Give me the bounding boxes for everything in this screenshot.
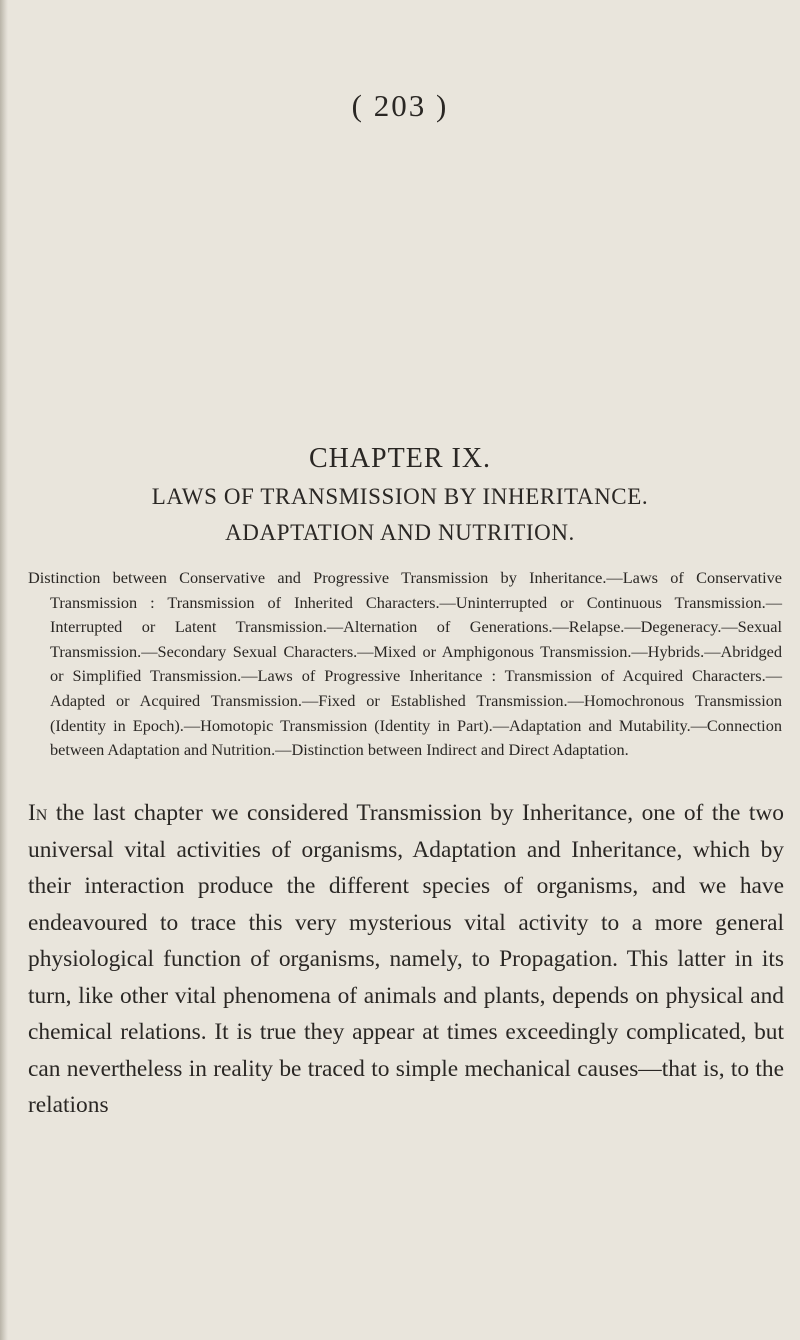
page-number: ( 203 ) xyxy=(351,88,449,123)
book-spine-shadow xyxy=(0,0,8,1340)
body-paragraph xyxy=(28,795,784,1124)
chapter-title-line-2: ADAPTATION AND NUTRITION. xyxy=(225,520,575,545)
body-paragraph-text: the last chapter we considered Transmission by Inheritance, one of the two universal vital activities of organisms, Adaptation and Inheritance, which by their interaction produce the different species of organisms, and we have endeavoured to trace this very mysterious vital activity to a more general physiological function of organisms, namely, to Propagation. This latter in its turn, like other vital phenomena of animals and plants, depends on physical and chemical relations. It is true they appear at times exceedingly complicated, but can nevertheless in reality be traced to simple mechanical causes—that is, to the relations xyxy=(28,800,784,1118)
chapter-synopsis: Distinction between Conservative and Progressive Transmission by Inheritance.—Laws of Conservative Transmission : Transmission of Inherited Characters.—Uninterrupted or Continuous Transmission.—Interrupted or Latent Transmission.—Alternation of Generations.—Relapse.—Degeneracy.—Sexual Transmission.—Secondary Sexual Characters.—Mixed or Amphigonous Transmission.—Hybrids.—Abridged or Simplified Transmission.—Laws of Progressive Inheritance : Transmission of Acquired Characters.—Adapted or Acquired Transmission.—Fixed or Established Transmission.—Homochronous Transmission (Identity in Epoch).—Homotopic Transmission (Identity in Part).—Adaptation and Mutability.—Connection between Adaptation and Nutrition.—Distinction between Indirect and Direct Adaptation. xyxy=(28,568,782,760)
chapter-heading: CHAPTER IX. xyxy=(308,443,492,474)
body-first-word: In xyxy=(28,800,48,826)
chapter-title-line-1: LAWS OF TRANSMISSION BY INHERITANCE. xyxy=(151,484,649,509)
